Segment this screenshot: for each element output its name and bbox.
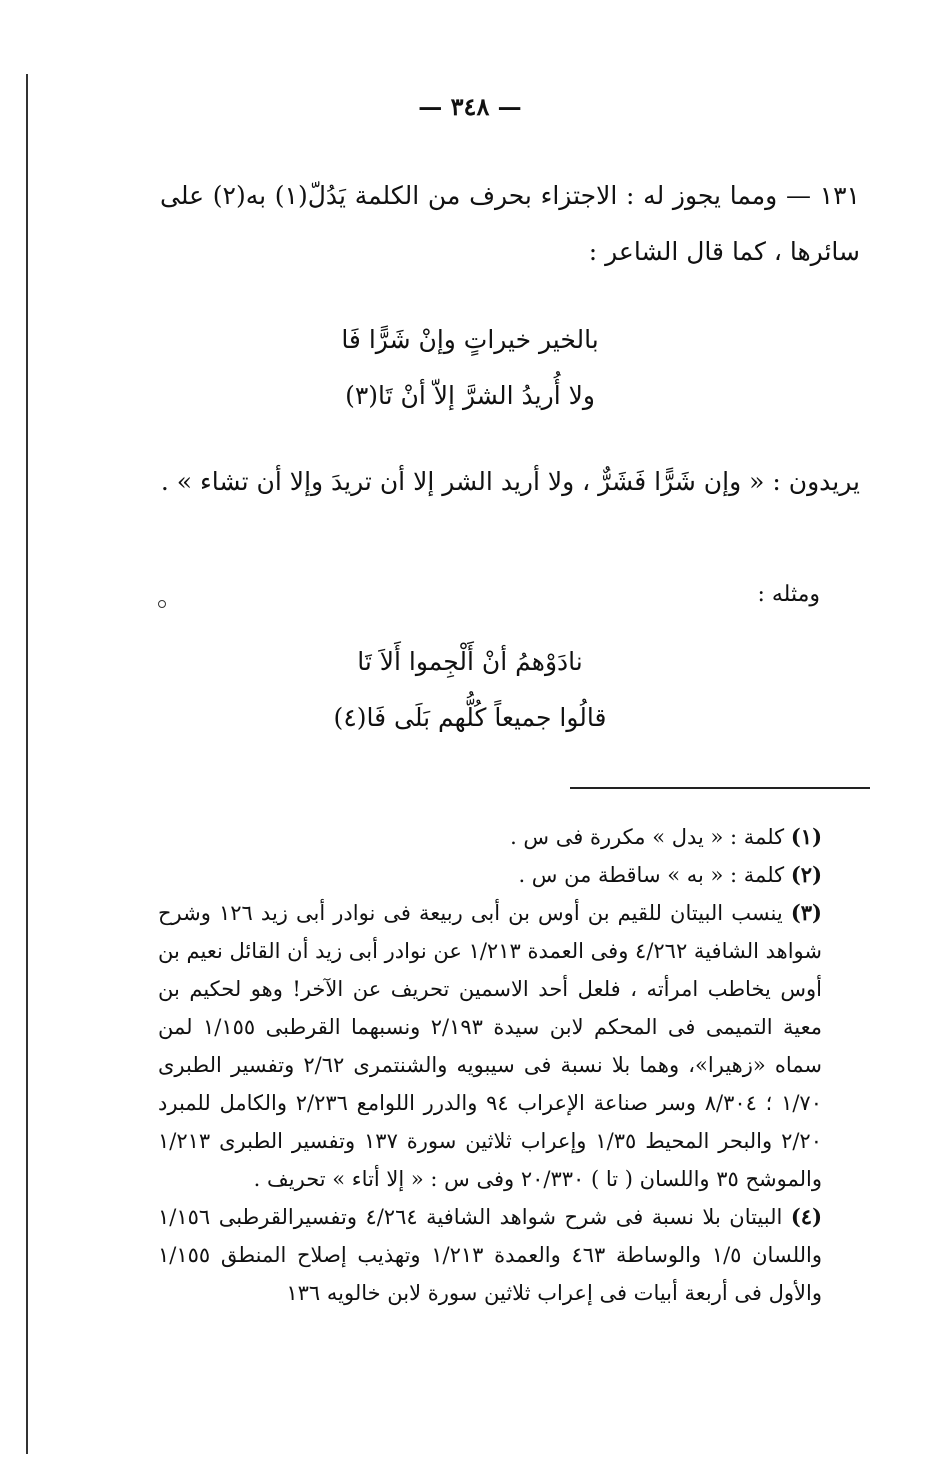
footnote-3	[158, 894, 868, 1198]
footnote-4	[158, 1198, 868, 1312]
footnote-text: البيتان بلا نسبة فى شرح شواهد الشافية ٤/٢٦٤ وتفسيرالقرطبى ١/١٥٦ واللسان ١/٥ والوساطة ٤٦٣ والعمدة ١/٢١٣ وتهذيب إصلاح المنطق ١/١٥٥ والأول فى أربعة أبيات فى إعراب ثلاثين سورة لابن خالويه ١٣٦	[158, 1205, 823, 1305]
footnote-number: (١)	[790, 824, 822, 849]
footnote-number: (٢)	[790, 862, 822, 887]
footnotes	[158, 818, 868, 1312]
page-number: — ٣٤٨ —	[418, 92, 522, 121]
verse-block-1	[0, 312, 940, 424]
verse-1-line-2: ولا أُريدُ الشرَّ إلاّ أنْ تَا(٣)	[345, 381, 595, 410]
footnote-separator	[570, 787, 870, 789]
footnote-1	[158, 818, 868, 856]
paragraph-main: ١٣١ — ومما يجوز له : الاجتزاء بحرف من الكلمة يَدُلّ(١) به(٢) على سائرها ، كما قال الشاعر :	[160, 181, 860, 266]
footnote-2	[158, 856, 868, 894]
verse-1-line-1: بالخير خيراتٍ وإنْ شَرًّا فَا	[341, 325, 599, 354]
stray-mark	[158, 600, 166, 608]
example-label: ومثله :	[757, 582, 820, 607]
footnote-number: (٤)	[790, 1204, 822, 1229]
footnote-text: ينسب البيتان للقيم بن أوس بن أبى ربيعة فى نوادر أبى زيد ١٢٦ وشرح شواهد الشافية ٤/٢٦٢ وفى العمدة ١/٢١٣ عن نوادر أبى زيد أن القائل نعيم بن أوس يخاطب امرأته ، فلعل أحد الاسمين تحريف عن الآخر! وهو لحكيم بن معية التميمى فى المحكم لابن سيدة ٢/١٩٣ ونسبهما القرطبى ١/١٥٥ لمن سماه «زهيرا»، وهما بلا نسبة فى سيبويه والشنتمرى ٢/٦٢ وتفسير الطبرى ١/٧٠ ؛ ٨/٣٠٤ وسر صناعة الإعراب ٩٤ والدرر اللوامع ٢/٢٣٦ والكامل للمبرد ٢/٢٠ والبحر المحيط ١/٣٥ وإعراب ثلاثين سورة ١٣٧ وتفسير الطبرى ١/٢١٣ والموشح ٣٥ واللسان ( تا ) ٢٠/٣٣٠ وفى س : « إلا أتاء » تحريف .	[158, 901, 822, 1191]
paragraph-explanation: يريدون : « وإن شَرًّا فَشَرٌّ ، ولا أريد الشر إلا أن تريدَ وإلا أن تشاء » .	[160, 467, 860, 496]
page-margin-line	[26, 74, 28, 1454]
verse-block-2	[0, 634, 940, 746]
verse-2-line-2: قالُوا جميعاً كُلُّهم بَلَى فَا(٤)	[333, 703, 607, 732]
footnote-text: كلمة : « يدل » مكررة فى س .	[510, 825, 785, 849]
verse-2-line-1: نادَوْهمُ أنْ أَلْجِموا أَلاَ تَا	[357, 647, 583, 676]
footnote-number: (٣)	[790, 900, 822, 925]
footnote-text: كلمة : « به » ساقطة من س .	[518, 863, 785, 887]
